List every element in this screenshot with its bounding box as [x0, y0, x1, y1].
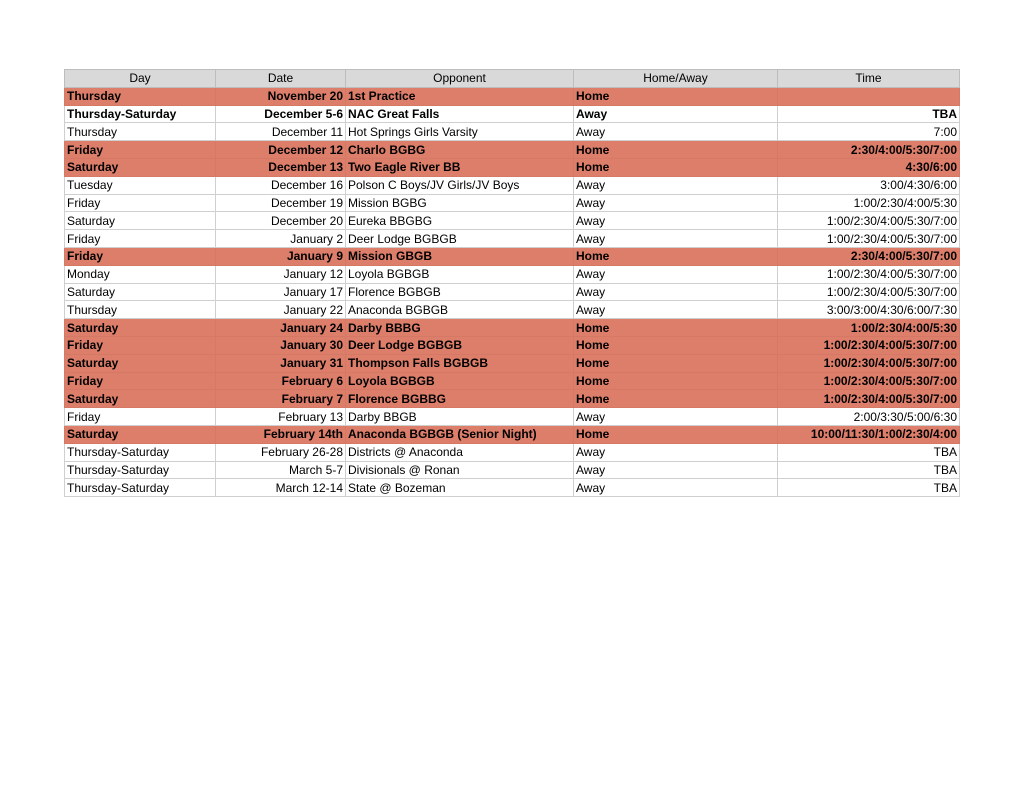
cell-day: Thursday-Saturday — [65, 461, 216, 479]
cell-time: 7:00 — [778, 123, 960, 141]
header-home-away: Home/Away — [574, 70, 778, 88]
cell-home-away: Away — [574, 301, 778, 319]
cell-day: Saturday — [65, 319, 216, 337]
cell-day: Thursday — [65, 301, 216, 319]
cell-opponent: Loyola BGBGB — [346, 265, 574, 283]
cell-opponent: Mission BGBG — [346, 194, 574, 212]
cell-opponent: NAC Great Falls — [346, 105, 574, 123]
cell-date: January 30 — [216, 336, 346, 354]
cell-time: TBA — [778, 461, 960, 479]
cell-day: Friday — [65, 408, 216, 426]
cell-time: 1:00/2:30/4:00/5:30/7:00 — [778, 283, 960, 301]
cell-day: Saturday — [65, 354, 216, 372]
cell-time: 1:00/2:30/4:00/5:30/7:00 — [778, 336, 960, 354]
header-day: Day — [65, 70, 216, 88]
cell-home-away: Away — [574, 283, 778, 301]
schedule-table — [64, 69, 960, 497]
cell-time: 1:00/2:30/4:00/5:30/7:00 — [778, 390, 960, 408]
cell-home-away: Home — [574, 319, 778, 337]
cell-day: Saturday — [65, 212, 216, 230]
header-date: Date — [216, 70, 346, 88]
cell-opponent: 1st Practice — [346, 87, 574, 105]
cell-home-away: Away — [574, 443, 778, 461]
cell-opponent: Eureka BBGBG — [346, 212, 574, 230]
cell-date: February 26-28 — [216, 443, 346, 461]
cell-time: 3:00/3:00/4:30/6:00/7:30 — [778, 301, 960, 319]
cell-opponent: Anaconda BGBGB — [346, 301, 574, 319]
table-row — [65, 372, 960, 390]
cell-date: January 22 — [216, 301, 346, 319]
cell-time: 1:00/2:30/4:00/5:30/7:00 — [778, 265, 960, 283]
table-row — [65, 176, 960, 194]
cell-day: Saturday — [65, 283, 216, 301]
cell-opponent: State @ Bozeman — [346, 479, 574, 497]
table-row — [65, 319, 960, 337]
cell-day: Friday — [65, 372, 216, 390]
cell-day: Friday — [65, 336, 216, 354]
cell-day: Friday — [65, 247, 216, 265]
cell-time: 2:30/4:00/5:30/7:00 — [778, 141, 960, 159]
cell-time: 10:00/11:30/1:00/2:30/4:00 — [778, 425, 960, 443]
table-row — [65, 390, 960, 408]
cell-opponent: Loyola BGBGB — [346, 372, 574, 390]
cell-date: January 9 — [216, 247, 346, 265]
cell-day: Tuesday — [65, 176, 216, 194]
cell-date: January 31 — [216, 354, 346, 372]
cell-home-away: Home — [574, 390, 778, 408]
table-row — [65, 212, 960, 230]
cell-time: 4:30/6:00 — [778, 158, 960, 176]
cell-home-away: Away — [574, 265, 778, 283]
cell-day: Saturday — [65, 425, 216, 443]
cell-day: Friday — [65, 230, 216, 248]
table-row — [65, 194, 960, 212]
cell-date: December 19 — [216, 194, 346, 212]
cell-opponent: Districts @ Anaconda — [346, 443, 574, 461]
cell-day: Friday — [65, 141, 216, 159]
table-row — [65, 461, 960, 479]
cell-day: Thursday-Saturday — [65, 443, 216, 461]
cell-time: 1:00/2:30/4:00/5:30/7:00 — [778, 212, 960, 230]
cell-date: February 14th — [216, 425, 346, 443]
cell-home-away: Away — [574, 176, 778, 194]
cell-date: January 12 — [216, 265, 346, 283]
cell-home-away: Home — [574, 372, 778, 390]
cell-time: 1:00/2:30/4:00/5:30/7:00 — [778, 354, 960, 372]
cell-time: 3:00/4:30/6:00 — [778, 176, 960, 194]
cell-home-away: Home — [574, 354, 778, 372]
cell-date: November 20 — [216, 87, 346, 105]
cell-date: January 17 — [216, 283, 346, 301]
table-row — [65, 301, 960, 319]
table-row — [65, 265, 960, 283]
table-row — [65, 336, 960, 354]
cell-time — [778, 87, 960, 105]
cell-home-away: Home — [574, 425, 778, 443]
cell-date: March 5-7 — [216, 461, 346, 479]
table-row — [65, 247, 960, 265]
schedule-body — [65, 87, 960, 496]
table-row — [65, 443, 960, 461]
cell-date: December 5-6 — [216, 105, 346, 123]
cell-opponent: Polson C Boys/JV Girls/JV Boys — [346, 176, 574, 194]
cell-home-away: Home — [574, 141, 778, 159]
cell-opponent: Mission GBGB — [346, 247, 574, 265]
cell-home-away: Home — [574, 158, 778, 176]
cell-time: 1:00/2:30/4:00/5:30 — [778, 319, 960, 337]
cell-day: Friday — [65, 194, 216, 212]
table-row — [65, 123, 960, 141]
cell-opponent: Deer Lodge BGBGB — [346, 230, 574, 248]
table-row — [65, 408, 960, 426]
table-row — [65, 158, 960, 176]
cell-home-away: Home — [574, 87, 778, 105]
cell-home-away: Home — [574, 247, 778, 265]
table-row — [65, 105, 960, 123]
cell-opponent: Florence BGBBG — [346, 390, 574, 408]
cell-opponent: Darby BBGB — [346, 408, 574, 426]
cell-day: Saturday — [65, 158, 216, 176]
cell-date: February 7 — [216, 390, 346, 408]
cell-opponent: Darby BBBG — [346, 319, 574, 337]
cell-date: January 24 — [216, 319, 346, 337]
table-row — [65, 425, 960, 443]
table-row — [65, 230, 960, 248]
header-opponent: Opponent — [346, 70, 574, 88]
cell-date: December 16 — [216, 176, 346, 194]
cell-time: 2:30/4:00/5:30/7:00 — [778, 247, 960, 265]
table-row — [65, 479, 960, 497]
cell-date: January 2 — [216, 230, 346, 248]
cell-opponent: Thompson Falls BGBGB — [346, 354, 574, 372]
cell-date: December 20 — [216, 212, 346, 230]
cell-home-away: Away — [574, 479, 778, 497]
cell-day: Monday — [65, 265, 216, 283]
cell-home-away: Away — [574, 123, 778, 141]
cell-day: Thursday — [65, 87, 216, 105]
cell-date: February 6 — [216, 372, 346, 390]
cell-date: December 11 — [216, 123, 346, 141]
cell-date: March 12-14 — [216, 479, 346, 497]
cell-opponent: Two Eagle River BB — [346, 158, 574, 176]
cell-time: 1:00/2:30/4:00/5:30 — [778, 194, 960, 212]
cell-time: 2:00/3:30/5:00/6:30 — [778, 408, 960, 426]
cell-day: Saturday — [65, 390, 216, 408]
cell-home-away: Home — [574, 336, 778, 354]
cell-time: 1:00/2:30/4:00/5:30/7:00 — [778, 230, 960, 248]
header-row — [65, 70, 960, 88]
cell-date: December 12 — [216, 141, 346, 159]
cell-day: Thursday — [65, 123, 216, 141]
table-row — [65, 141, 960, 159]
table-row — [65, 354, 960, 372]
cell-opponent: Florence BGBGB — [346, 283, 574, 301]
cell-opponent: Deer Lodge BGBGB — [346, 336, 574, 354]
cell-home-away: Away — [574, 194, 778, 212]
table-row — [65, 283, 960, 301]
cell-date: February 13 — [216, 408, 346, 426]
cell-day: Thursday-Saturday — [65, 105, 216, 123]
cell-time: TBA — [778, 105, 960, 123]
cell-home-away: Away — [574, 105, 778, 123]
cell-home-away: Away — [574, 408, 778, 426]
cell-time: TBA — [778, 443, 960, 461]
cell-home-away: Away — [574, 461, 778, 479]
cell-home-away: Away — [574, 212, 778, 230]
cell-time: TBA — [778, 479, 960, 497]
cell-opponent: Charlo BGBG — [346, 141, 574, 159]
cell-date: December 13 — [216, 158, 346, 176]
cell-opponent: Divisionals @ Ronan — [346, 461, 574, 479]
cell-home-away: Away — [574, 230, 778, 248]
table-row — [65, 87, 960, 105]
cell-opponent: Hot Springs Girls Varsity — [346, 123, 574, 141]
cell-opponent: Anaconda BGBGB (Senior Night) — [346, 425, 574, 443]
cell-day: Thursday-Saturday — [65, 479, 216, 497]
header-time: Time — [778, 70, 960, 88]
cell-time: 1:00/2:30/4:00/5:30/7:00 — [778, 372, 960, 390]
